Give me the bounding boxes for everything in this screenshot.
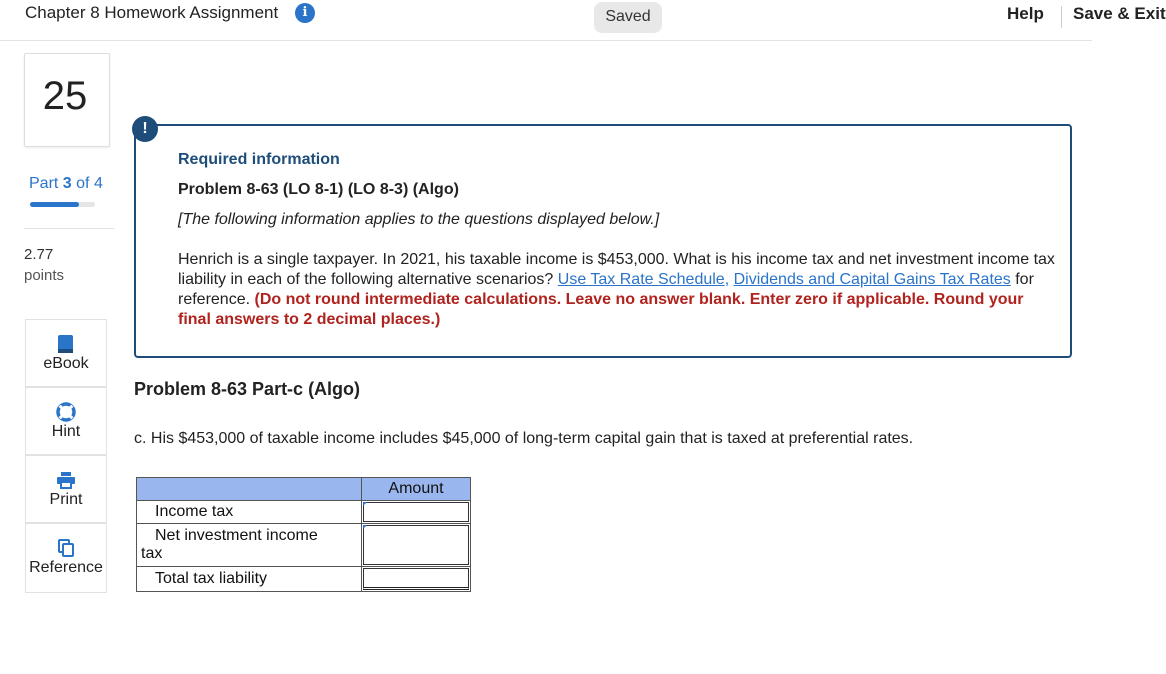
copy-icon xyxy=(26,538,106,558)
row-label xyxy=(137,567,362,592)
for-reference-text: for reference. xyxy=(178,271,1034,308)
answer-table xyxy=(136,477,471,592)
amount-cell xyxy=(362,501,471,524)
hint-button[interactable] xyxy=(25,387,107,455)
part-progress-fill xyxy=(30,202,79,207)
instructions-warning: (Do not round intermediate calculations. Leave no answer blank. Enter zero if applicable. Round your final answers to 2 decimal places.) xyxy=(178,291,1024,328)
net-investment-income-tax-label xyxy=(137,527,345,563)
ebook-button[interactable] xyxy=(25,319,107,387)
part-title: Problem 8-63 Part-c (Algo) xyxy=(134,379,361,399)
problem-body: Henrich is a single taxpayer. In 2021, his taxable income is $453,000. What is his income tax and net investment income tax liability in each of the following alternative scenarios? xyxy=(178,251,1055,288)
required-information-heading: Required information xyxy=(178,151,340,168)
amount-cell xyxy=(362,567,471,592)
cell-marker-icon xyxy=(363,525,367,529)
table-header-row xyxy=(137,478,471,501)
niit-label-line1: Net investment income xyxy=(155,527,318,544)
part-current: 3 xyxy=(62,175,72,192)
cell-marker-icon xyxy=(363,502,367,506)
total-tax-liability-label: Total tax liability xyxy=(155,570,268,587)
row-label xyxy=(137,524,362,567)
table-row xyxy=(137,501,471,524)
applies-note: [The following information applies to the questions displayed below.] xyxy=(178,211,660,228)
reference-label: Reference xyxy=(29,559,103,576)
table-row xyxy=(137,524,471,567)
income-tax-label: Income tax xyxy=(155,503,234,520)
question-text: c. His $453,000 of taxable income includes $45,000 of long-term capital gain that is taxed at preferential rates. xyxy=(134,430,914,447)
question-number-card xyxy=(24,53,110,147)
sidebar-divider xyxy=(24,228,114,229)
help-link[interactable]: Help xyxy=(1007,4,1044,23)
assignment-title: Chapter 8 Homework Assignment xyxy=(25,3,279,22)
part-indicator xyxy=(29,175,103,193)
points-label: points xyxy=(24,267,65,284)
row-label xyxy=(137,501,362,524)
part-progress-bar xyxy=(30,202,95,207)
print-label: Print xyxy=(49,491,83,508)
info-icon[interactable]: i xyxy=(295,3,315,23)
ebook-label: eBook xyxy=(43,355,89,372)
top-bar xyxy=(0,0,1166,41)
points-value: 2.77 xyxy=(24,246,54,263)
printer-icon xyxy=(26,470,106,490)
problem-title: Problem 8-63 (LO 8-1) (LO 8-3) (Algo) xyxy=(178,181,459,198)
amount-column-header: Amount xyxy=(362,478,471,501)
table-header-blank xyxy=(137,478,362,501)
problem-statement xyxy=(178,250,1058,330)
amount-cell xyxy=(362,524,471,567)
income-tax-input[interactable] xyxy=(363,502,469,522)
hint-label: Hint xyxy=(51,423,81,440)
tax-rate-schedule-link[interactable]: Use Tax Rate Schedule, xyxy=(557,271,730,288)
capital-gains-rates-link[interactable]: Dividends and Capital Gains Tax Rates xyxy=(733,271,1011,288)
lifebuoy-icon xyxy=(26,402,106,422)
print-button[interactable] xyxy=(25,455,107,523)
reference-button[interactable] xyxy=(25,523,107,593)
niit-label-line2: tax xyxy=(141,545,163,562)
part-word: Part xyxy=(29,175,59,192)
part-total: of 4 xyxy=(76,175,103,192)
alert-icon: ! xyxy=(132,116,158,142)
net-investment-income-tax-input[interactable] xyxy=(363,525,469,565)
header-divider xyxy=(1061,6,1062,28)
saved-status-badge: Saved xyxy=(594,2,662,33)
total-tax-liability-input[interactable] xyxy=(363,568,469,590)
question-number: 25 xyxy=(42,74,88,118)
table-row xyxy=(137,567,471,592)
book-icon xyxy=(26,334,106,354)
save-exit-link[interactable]: Save & Exit xyxy=(1073,4,1166,23)
